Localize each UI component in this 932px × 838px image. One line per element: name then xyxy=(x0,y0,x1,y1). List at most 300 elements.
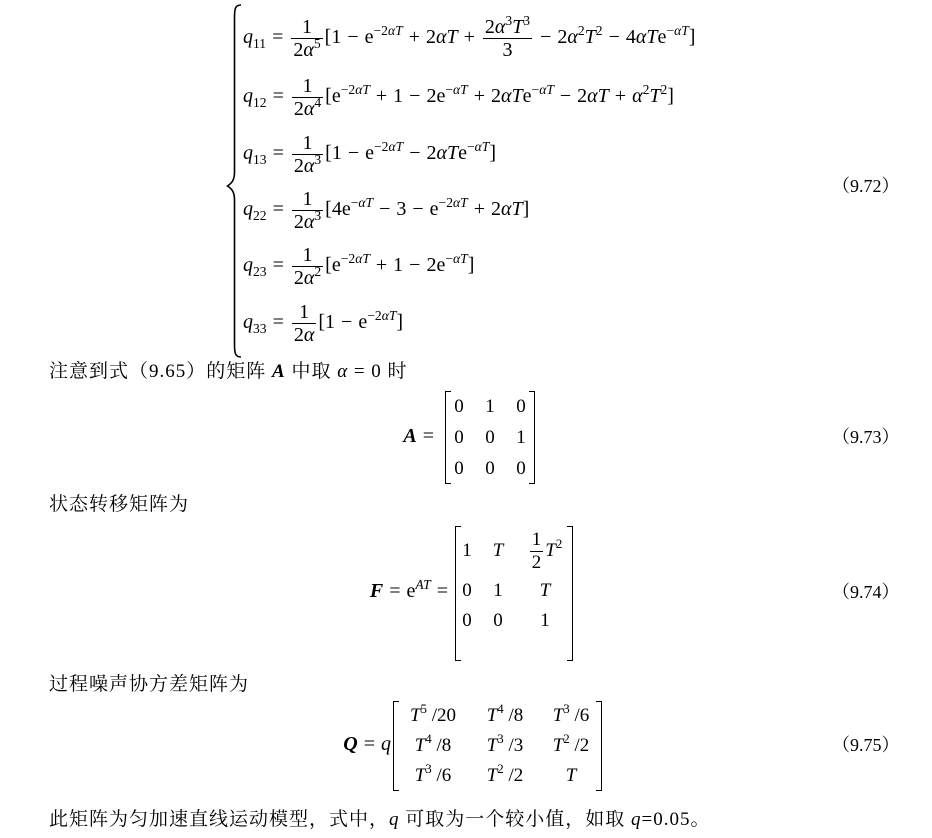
math-variable: αT xyxy=(381,307,397,323)
math-operator: − xyxy=(540,26,552,48)
matrix-cell xyxy=(540,580,551,602)
math-operator: + xyxy=(375,254,388,276)
math-text: 4 xyxy=(425,731,432,747)
superscript xyxy=(314,36,321,51)
right-bracket xyxy=(567,526,573,661)
math-text: e xyxy=(657,26,667,48)
bold-symbol: A xyxy=(403,425,417,447)
math-text: 2 xyxy=(484,15,495,38)
math-operator: − xyxy=(409,254,421,276)
superscript xyxy=(314,152,321,167)
math-operator: = xyxy=(272,142,284,164)
matrix-cell xyxy=(486,731,524,757)
math-text: 可取为一个较小值，如取 xyxy=(399,809,632,830)
matrix-cell xyxy=(454,427,464,449)
math-text: 0 时 xyxy=(371,361,408,382)
math-text: 注意到式（9.65）的矩阵 xyxy=(49,361,273,382)
math-variable: q xyxy=(243,85,253,107)
math-operator: − xyxy=(341,311,353,333)
superscript xyxy=(314,208,321,223)
subscript xyxy=(253,321,267,336)
math-operator: − xyxy=(559,85,572,107)
fraction-numerator xyxy=(292,301,317,324)
math-text: −2 xyxy=(373,22,388,38)
math-text: e xyxy=(522,85,532,107)
matrix-cell xyxy=(516,427,526,449)
math-text: e xyxy=(458,142,467,164)
fraction xyxy=(292,188,323,233)
fraction-denominator xyxy=(292,151,323,177)
math-operator: − xyxy=(347,26,359,48)
math-operator: − xyxy=(409,85,421,107)
math-variable: α xyxy=(632,85,643,107)
math-variable: α xyxy=(494,15,506,38)
math-variable: αT xyxy=(387,22,403,38)
equation-number: （9.72） xyxy=(832,176,900,196)
math-text: 0 xyxy=(454,426,464,448)
math-text: 过程噪声协方差矩阵为 xyxy=(49,674,250,695)
math-text: [1 xyxy=(324,26,342,48)
superscript xyxy=(596,23,603,38)
math-text: 2 xyxy=(563,731,570,747)
math-text: 2 xyxy=(293,266,304,289)
math-text: −2 xyxy=(367,307,382,323)
math-text: 1 xyxy=(302,187,313,210)
math-text: 5 xyxy=(420,701,427,717)
math-text: ] xyxy=(489,142,497,164)
subscript xyxy=(253,208,267,223)
math-text: 2 xyxy=(531,551,542,573)
math-text: 1 xyxy=(393,254,404,276)
math-text: 此矩阵为匀加速直线运动模型，式中， xyxy=(49,809,390,830)
math-text: [e xyxy=(325,254,341,276)
math-text: 13 xyxy=(253,151,267,167)
math-variable: q xyxy=(243,198,253,220)
math-variable: T xyxy=(552,705,564,726)
math-text: 2 xyxy=(577,22,585,38)
matrix-cell xyxy=(486,761,524,787)
math-text: 2 xyxy=(426,142,437,164)
math-text: /8 xyxy=(431,735,452,756)
paragraph-text xyxy=(49,807,711,833)
math-variable: q xyxy=(243,254,253,276)
math-operator: = xyxy=(272,198,284,220)
math-text: 0 xyxy=(454,395,464,417)
math-variable: α xyxy=(303,323,315,346)
math-text: − xyxy=(666,22,675,38)
superscript xyxy=(314,95,321,110)
paragraph-text xyxy=(49,359,408,385)
fraction-numerator xyxy=(483,12,532,39)
math-text: −2 xyxy=(438,194,454,210)
fraction xyxy=(483,12,532,61)
superscript xyxy=(497,761,503,776)
equation-number: （9.73） xyxy=(832,427,900,447)
math-text: 3 xyxy=(563,701,570,717)
equation-lhs xyxy=(403,421,440,451)
math-text: 2 xyxy=(555,535,563,551)
equation-lhs xyxy=(370,576,454,606)
math-text: 2 xyxy=(497,761,504,777)
math-variable: T xyxy=(486,705,498,726)
math-text: ] xyxy=(396,311,404,333)
math-text: 2 xyxy=(577,85,588,107)
math-text: 3 xyxy=(523,12,531,28)
math-text: 4 xyxy=(497,701,504,717)
math-text: − xyxy=(445,250,454,266)
matrix-cell xyxy=(409,701,457,727)
math-text: 0 xyxy=(516,395,526,417)
math-variable: αT xyxy=(436,142,459,164)
math-variable: αT xyxy=(539,81,554,97)
math-text: ] xyxy=(522,198,530,220)
math-text: 11 xyxy=(253,35,267,51)
math-text: e xyxy=(406,580,416,602)
math-text: 1 xyxy=(493,580,503,601)
superscript xyxy=(374,23,403,38)
math-variable: T xyxy=(565,765,577,786)
fraction xyxy=(530,529,544,574)
math-text: 23 xyxy=(253,263,267,279)
math-variable: αT xyxy=(501,85,523,107)
math-text: 3 xyxy=(425,761,432,777)
math-operator: = xyxy=(353,361,366,382)
math-text: 0 xyxy=(493,610,503,631)
math-operator: = xyxy=(272,26,284,48)
superscript xyxy=(425,761,431,776)
math-text: [e xyxy=(325,85,341,107)
math-text: 中取 xyxy=(285,361,338,382)
math-variable: α xyxy=(303,210,315,233)
math-variable: αT xyxy=(388,138,404,154)
equation-row-q11 xyxy=(243,7,695,67)
math-variable: αT xyxy=(435,26,458,48)
math-variable: T xyxy=(492,540,504,561)
equation-row-q23 xyxy=(243,235,474,295)
math-text: /20 xyxy=(427,705,457,726)
math-text: 0 xyxy=(454,457,464,479)
right-bracket xyxy=(529,391,535,484)
math-text: 2 xyxy=(293,154,304,177)
matrix-cell xyxy=(414,731,452,757)
math-variable: T xyxy=(545,539,556,561)
superscript xyxy=(643,82,650,97)
math-text: ] xyxy=(467,254,475,276)
fraction-denominator xyxy=(292,207,323,233)
math-variable: αT xyxy=(635,26,658,48)
math-variable: αT xyxy=(474,138,490,154)
math-text: [4e xyxy=(325,198,351,220)
matrix-a xyxy=(445,391,535,484)
math-text: 3 xyxy=(396,198,407,220)
math-variable: q xyxy=(389,809,400,830)
math-operator: − xyxy=(347,142,360,164)
math-text: 4 xyxy=(625,26,636,48)
bold-symbol: F xyxy=(369,580,384,602)
math-variable: T xyxy=(584,26,596,48)
superscript xyxy=(467,139,489,154)
math-text: 3 xyxy=(314,151,322,167)
math-variable: T xyxy=(539,580,551,601)
matrix-cell xyxy=(454,396,464,418)
math-text: 2 xyxy=(293,38,304,61)
fraction-denominator xyxy=(291,35,322,61)
math-variable: α xyxy=(337,361,349,382)
equation-number: （9.75） xyxy=(832,735,900,755)
right-bracket xyxy=(596,701,602,791)
matrix-cell xyxy=(493,540,504,562)
math-text: 状态转移矩阵为 xyxy=(49,494,190,515)
math-variable: T xyxy=(414,735,426,756)
math-text: 0 xyxy=(485,457,495,479)
equation-number: （9.74） xyxy=(832,582,900,602)
equation-lhs xyxy=(343,729,391,759)
math-variable: α xyxy=(303,38,314,61)
math-text: ] xyxy=(667,85,674,107)
math-variable: α xyxy=(303,266,315,289)
math-text: e xyxy=(364,26,374,48)
math-text: −2 xyxy=(340,81,356,97)
math-text: 0 xyxy=(462,610,472,631)
math-text: 1 xyxy=(462,540,472,561)
math-text: 1 xyxy=(302,74,313,97)
matrix-grid xyxy=(399,701,596,791)
subscript xyxy=(253,264,267,279)
math-variable: αT xyxy=(501,198,523,220)
superscript xyxy=(314,264,321,279)
matrix-cell xyxy=(414,761,452,787)
math-variable: αT xyxy=(355,250,370,266)
superscript xyxy=(563,731,569,746)
math-text: 0 xyxy=(462,580,472,601)
matrix-cell xyxy=(493,580,503,602)
superscript xyxy=(505,13,512,28)
math-operator: − xyxy=(608,26,620,48)
math-variable: q xyxy=(243,142,253,164)
superscript xyxy=(341,251,370,266)
superscript xyxy=(445,82,467,97)
left-brace xyxy=(226,4,242,358)
math-text: 1 xyxy=(302,15,313,38)
fraction-denominator xyxy=(530,552,544,574)
math-variable: T xyxy=(409,705,421,726)
math-operator: = xyxy=(272,85,284,107)
math-text: [1 xyxy=(318,311,336,333)
math-operator: + xyxy=(375,85,388,107)
matrix-cell xyxy=(516,396,526,418)
math-variable: α xyxy=(303,97,315,120)
math-text: 2 xyxy=(491,198,501,220)
math-operator: = xyxy=(272,311,284,333)
math-variable: q xyxy=(243,311,253,333)
matrix-grid xyxy=(451,391,529,484)
math-variable: αT xyxy=(358,194,374,210)
equation-row-q33 xyxy=(243,292,403,352)
math-text: /3 xyxy=(503,735,524,756)
superscript xyxy=(578,23,585,38)
superscript xyxy=(497,731,503,746)
math-text: 2 xyxy=(595,22,603,38)
paragraph-text xyxy=(49,492,189,518)
matrix-cell xyxy=(552,701,590,727)
math-text: e xyxy=(429,198,439,220)
math-text: 5 xyxy=(313,35,321,51)
math-operator: − xyxy=(379,198,391,220)
math-text: 2 xyxy=(293,210,304,233)
math-text: /6 xyxy=(569,705,590,726)
math-text: 3 xyxy=(502,38,513,61)
math-variable: T xyxy=(649,85,661,107)
math-text: 3 xyxy=(497,731,504,747)
superscript xyxy=(367,308,396,323)
math-variable: T xyxy=(486,735,498,756)
equation-row-q22 xyxy=(243,179,529,239)
math-variable: α xyxy=(303,154,315,177)
math-operator: + xyxy=(473,85,485,107)
math-variable: AT xyxy=(415,576,431,592)
fraction-denominator xyxy=(292,324,317,346)
matrix-cell xyxy=(540,610,550,632)
math-text: − xyxy=(466,138,475,154)
math-text: 12 xyxy=(253,94,267,110)
math-variable: αT xyxy=(453,194,468,210)
math-operator: = xyxy=(363,733,375,755)
superscript xyxy=(532,82,554,97)
superscript xyxy=(666,23,688,38)
math-text: 2e xyxy=(426,254,446,276)
superscript xyxy=(523,13,530,28)
superscript xyxy=(497,701,503,716)
math-text: 2e xyxy=(426,85,446,107)
math-text: 1 xyxy=(299,300,310,323)
matrix-cell xyxy=(462,610,472,632)
equation-row-q12 xyxy=(243,66,674,126)
math-variable: T xyxy=(414,765,426,786)
math-text: e xyxy=(365,142,375,164)
bold-symbol: A xyxy=(272,361,286,382)
fraction xyxy=(292,75,323,120)
math-text: 2 xyxy=(293,97,304,120)
superscript xyxy=(563,701,569,716)
matrix-cell xyxy=(462,580,472,602)
math-text: 1 xyxy=(302,131,313,154)
superscript xyxy=(415,577,430,592)
matrix-cell xyxy=(552,731,590,757)
math-text: 2 xyxy=(660,81,668,97)
superscript xyxy=(341,82,370,97)
superscript xyxy=(661,82,668,97)
superscript xyxy=(556,536,562,551)
math-operator: − xyxy=(412,198,424,220)
matrix-cell xyxy=(485,458,495,480)
math-text: e xyxy=(358,311,368,333)
math-text: 2 xyxy=(293,323,304,346)
matrix-grid xyxy=(461,526,567,661)
math-operator: = xyxy=(272,254,284,276)
math-text: 3 xyxy=(505,12,513,28)
math-text: 0 xyxy=(485,426,495,448)
math-text: ] xyxy=(688,26,696,48)
math-text: − xyxy=(350,194,359,210)
fraction xyxy=(292,244,323,289)
math-text: − xyxy=(531,81,540,97)
fraction-numerator xyxy=(530,529,544,552)
math-operator: + xyxy=(463,26,475,48)
math-variable: αT xyxy=(587,85,609,107)
bold-symbol: Q xyxy=(343,733,358,755)
equation-row-q13 xyxy=(243,123,496,183)
math-variable: q xyxy=(631,809,642,830)
math-text: 1 xyxy=(540,610,550,631)
superscript xyxy=(374,139,403,154)
math-text: −2 xyxy=(340,250,356,266)
math-text: /6 xyxy=(431,765,452,786)
fraction xyxy=(292,132,323,177)
math-operator: = xyxy=(422,425,434,447)
fraction xyxy=(291,16,322,61)
matrix-f xyxy=(455,526,573,661)
matrix-q xyxy=(393,701,602,791)
math-text: 2 xyxy=(314,263,322,279)
math-text: 0 xyxy=(516,457,526,479)
math-text: /8 xyxy=(503,705,524,726)
matrix-cell xyxy=(462,540,472,562)
math-text: /2 xyxy=(503,765,524,786)
math-text: − xyxy=(445,81,454,97)
math-text: 2 xyxy=(642,81,650,97)
matrix-cell xyxy=(493,610,503,632)
math-text: 1 xyxy=(485,395,495,417)
superscript xyxy=(421,701,427,716)
math-text: /2 xyxy=(569,735,590,756)
matrix-cell xyxy=(485,427,495,449)
math-variable: αT xyxy=(453,250,468,266)
math-text: 1 xyxy=(516,426,526,448)
math-variable: T xyxy=(552,735,564,756)
matrix-cell xyxy=(485,396,495,418)
math-text: 1 xyxy=(531,528,542,550)
subscript xyxy=(253,152,267,167)
matrix-cell xyxy=(516,458,526,480)
math-operator: + xyxy=(614,85,627,107)
math-variable: αT xyxy=(355,81,370,97)
math-variable: T xyxy=(512,15,524,38)
fraction-denominator xyxy=(292,263,323,289)
superscript xyxy=(439,195,468,210)
math-text: 1 xyxy=(393,85,404,107)
math-operator: = xyxy=(389,580,401,602)
matrix-cell xyxy=(528,529,563,574)
math-operator: = xyxy=(436,580,448,602)
math-variable: αT xyxy=(674,22,689,38)
math-text: 33 xyxy=(253,320,267,336)
math-operator: + xyxy=(473,198,485,220)
subscript xyxy=(253,36,266,51)
subscript xyxy=(253,95,267,110)
math-variable: T xyxy=(486,765,498,786)
fraction xyxy=(292,301,317,346)
math-text: 1 xyxy=(302,243,313,266)
matrix-cell xyxy=(454,458,464,480)
superscript xyxy=(351,195,373,210)
math-text: 3 xyxy=(314,207,322,223)
math-text: 2 xyxy=(491,85,501,107)
math-text: [1 xyxy=(325,142,342,164)
superscript xyxy=(425,731,431,746)
paragraph-text xyxy=(49,672,249,698)
math-variable: αT xyxy=(453,81,468,97)
math-text: 4 xyxy=(314,94,322,110)
